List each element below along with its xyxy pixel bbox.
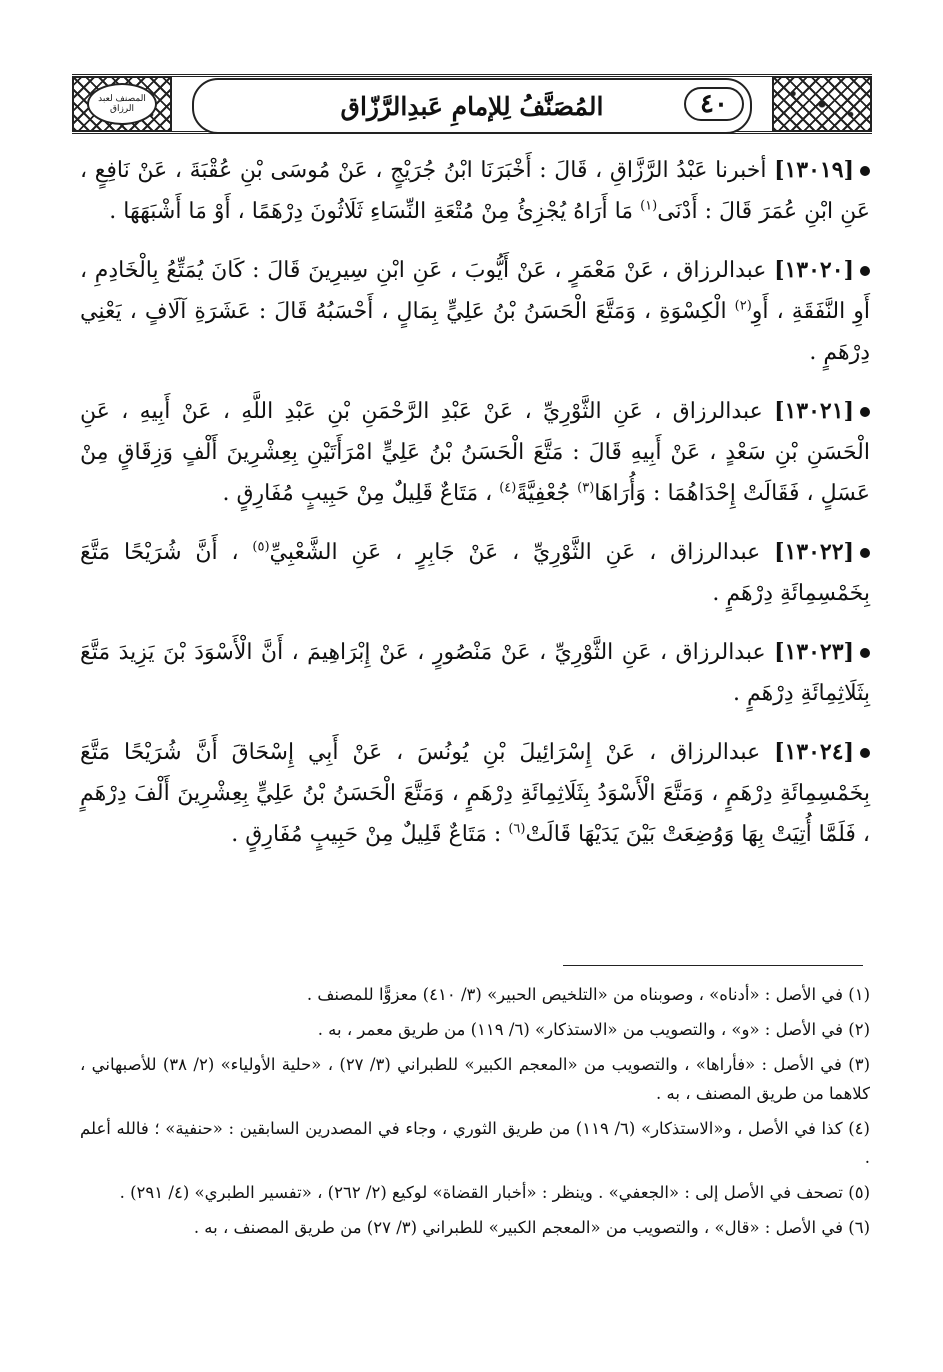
hadith-text: : مَتَاعٌ قَلِيلٌ مِنْ حَبِيبٍ مُفَارِقٍ .	[231, 822, 509, 847]
footnotes	[80, 980, 870, 1248]
hadith-text: عبدالرزاق ، عَنْ إِسْرَائِيلَ بْنِ يُونُسَ ، عَنْ أَبِي إِسْحَاقَ أَنَّ شُرَيْحًا مَتَّعَ بِخَمْسِمِائَةِ دِرْهَمٍ ، وَمَتَّعَ الْأَسْوَدُ بِثَلَاثِمِائَةِ دِرْهَمٍ ، وَمَتَّعَ الْحَسَنُ بْنُ عَلِيٍّ بِعِشْرِينَ أَلْفَ دِرْهَمٍ ، فَلَمَّا أُتِيَتْ بِهَا وَوُضِعَتْ بَيْنَ يَدَيْهَا قَالَتْ	[80, 740, 870, 847]
hadith-entry	[80, 250, 870, 373]
hadith-number: [١٣٠٢١]	[774, 398, 854, 424]
page-header	[72, 70, 872, 138]
bullet-icon	[860, 548, 870, 558]
header-rule-top	[72, 74, 872, 77]
hadith-text: مَا أَرَاهُ يُجْزِئُ مِنْ مُتْعَةِ النِّسَاءِ ثَلَاثُونَ دِرْهَمًا ، أَوْ مَا أَشْبَهَهَا .	[109, 199, 641, 224]
bullet-icon	[860, 748, 870, 758]
footnote-ref[interactable]: (٤)	[499, 480, 517, 496]
hadith-number: [١٣٠٢٣]	[774, 639, 854, 665]
hadith-entry	[80, 732, 870, 855]
header-ornament-right	[772, 76, 872, 132]
footnote-ref[interactable]: (١)	[640, 198, 658, 214]
footnote: (١) في الأصل : «أدناه» ، وصوبناه من «التلخيص الحبير» (٣/ ٤١٠) معزوًّا للمصنف .	[306, 985, 870, 1004]
hadith-number: [١٣٠٢٢]	[774, 539, 854, 565]
footnote-separator	[563, 965, 863, 966]
hadith-entry	[80, 391, 870, 514]
hadith-text: عبدالرزاق ، عَنْ مَعْمَرٍ ، عَنْ أَيُّوبَ ، عَنِ ابْنِ سِيرِينَ قَالَ : كَانَ يُمَتِّعُ بِالْخَادِمِ ، أَوِ النَّفَقَةِ ، أَوِ	[80, 258, 870, 324]
footnote-ref[interactable]: (٥)	[252, 539, 270, 555]
hadith-text: عبدالرزاق ، عَنِ الثَّوْرِيِّ ، عَنْ جَابِرٍ ، عَنِ الشَّعْبِيِّ	[269, 540, 775, 565]
hadith-number: [١٣٠٢٤]	[774, 739, 854, 765]
header-ornament-left	[72, 76, 172, 132]
footnote: (٣) في الأصل : «فأراها» ، والتصويب من «المعجم الكبير» للطبراني (٣/ ٢٧) ، «حلية الأولياء» (٢/ ٣٨) للأصبهاني ، كلاهما من طريق المصنف ، به .	[80, 1055, 870, 1103]
bullet-icon	[860, 166, 870, 176]
hadith-entry	[80, 150, 870, 232]
hadith-entry	[80, 632, 870, 714]
hadith-text: أخبرنا عَبْدُ الرَّزَّاقِ ، قَالَ : أَخْبَرَنَا ابْنُ جُرَيْجٍ ، عَنْ مُوسَى بْنِ عُقْبَةَ ، عَنْ نَافِعٍ ، عَنِ ابْنِ عُمَرَ قَالَ : أَدْنَى	[80, 158, 870, 224]
hadith-number: [١٣٠٢٠]	[774, 257, 854, 283]
hadith-text: عبدالرزاق ، عَنِ الثَّوْرِيِّ ، عَنْ مَنْصُورٍ ، عَنْ إِبْرَاهِيمَ ، أَنَّ الْأَسْوَدَ بْنَ يَزِيدَ مَتَّعَ بِثَلَاثِمِائَةِ دِرْهَمٍ .	[80, 640, 870, 706]
hadith-text: عبدالرزاق ، عَنِ الثَّوْرِيِّ ، عَنْ عَبْدِ الرَّحْمَنِ بْنِ عَبْدِ اللَّهِ ، عَنْ أَبِيهِ ، عَنِ الْحَسَنِ بْنِ سَعْدٍ ، عَنْ أَبِيهِ قَالَ : مَتَّعَ الْحَسَنُ بْنُ عَلِيٍّ امْرَأَتَيْنِ بِعِشْرِينَ أَلْفٍ وَزِقَاقٍ مِنْ عَسَلٍ ، فَقَالَتْ إِحْدَاهُمَا : وَأُرَاهَا	[80, 399, 870, 506]
hadith-text: جُعْفِيَّةً	[516, 481, 578, 506]
header-seal: المصنف لعبد الرزاق	[87, 83, 157, 125]
footnote-ref[interactable]: (٦)	[508, 821, 526, 837]
hadith-text: الْكِسْوَةِ ، وَمَتَّعَ الْحَسَنُ بْنُ عَلِيٍّ بِمَالٍ ، أَحْسَبُهُ قَالَ : عَشَرَةِ آلَافٍ ، يَعْنِي دِرْهَمٍ .	[80, 299, 870, 365]
footnote: (٥) تصحف في الأصل إلى : «الجعفي» . وينظر : «أخبار القضاة» لوكيع (٢/ ٢٦٢) ، «تفسير الطبري» (٤/ ٢٩١) .	[119, 1183, 870, 1202]
bullet-icon	[860, 407, 870, 417]
hadith-entry	[80, 532, 870, 614]
bullet-icon	[860, 266, 870, 276]
bullet-icon	[860, 648, 870, 658]
header-title: المُصَنَّفُ لِلإمامِ عَبدِالرَّزّاق	[340, 91, 604, 121]
page-number: ٤٠	[684, 87, 744, 121]
hadith-text: ، مَتَاعٌ قَلِيلٌ مِنْ حَبِيبٍ مُفَارِقٍ .	[222, 481, 500, 506]
footnote: (٦) في الأصل : «قال» ، والتصويب من «المعجم الكبير» للطبراني (٣/ ٢٧) من طريق المصنف ، به .	[193, 1218, 870, 1237]
footnote: (٤) كذا في الأصل ، و«الاستذكار» (٦/ ١١٩) من طريق الثوري ، وجاء في المصدرين السابقين : «حنفية» ؛ فالله أعلم .	[80, 1119, 870, 1167]
page-number-wrap	[664, 78, 764, 130]
footnote: (٢) في الأصل : «و» ، والتصويب من «الاستذكار» (٦/ ١١٩) من طريق معمر ، به .	[317, 1020, 870, 1039]
hadith-number: [١٣٠١٩]	[774, 157, 854, 183]
hadith-text: ، أَنَّ شُرَيْحًا مَتَّعَ بِخَمْسِمِائَةِ دِرْهَمٍ .	[80, 540, 870, 606]
main-text	[80, 150, 870, 873]
footnote-ref[interactable]: (٢)	[734, 298, 752, 314]
footnote-ref[interactable]: (٣)	[577, 480, 595, 496]
